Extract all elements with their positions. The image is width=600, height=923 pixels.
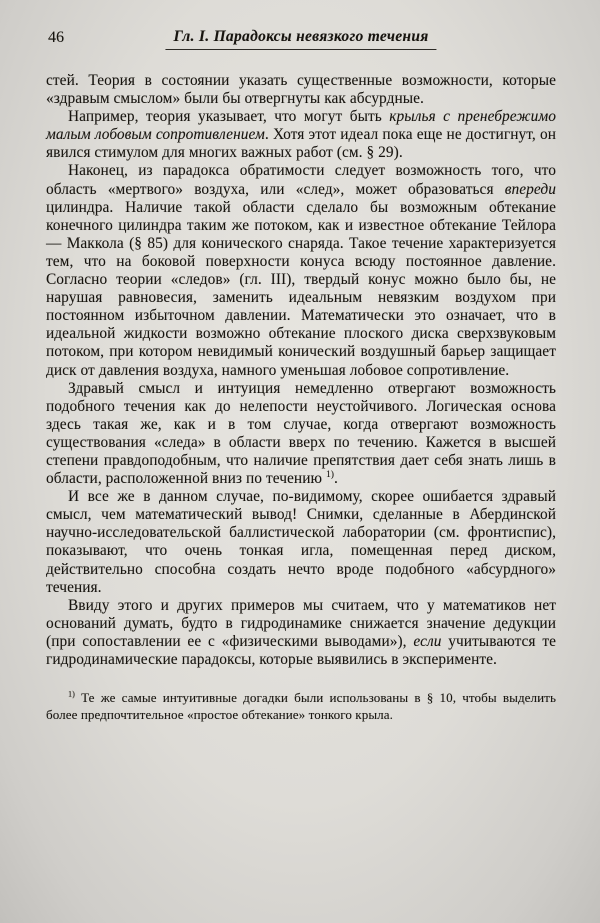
page-header bbox=[46, 28, 556, 54]
paragraph-text: учитываются те гидродинамические парадоксы, которые выявились в эксперименте. bbox=[46, 632, 556, 668]
paragraph bbox=[46, 162, 556, 379]
page-body bbox=[46, 72, 556, 669]
paragraph-text: И все же в данном случае, по-видимому, скорее ошибается здравый смысл, чем математический вывод! Снимки, сделанные в Абердинской научно-исследовательской баллистической лаборатории (см. фронтиспис), показывают, что очень тонкая игла, помещенная перед диском, действительно способна создать нечто вроде подобного «абсурдного» течения. bbox=[46, 488, 556, 596]
page-number: 46 bbox=[48, 29, 64, 46]
footnote-text: Те же самые интуитивные догадки были использованы в § 10, чтобы выделить более предпочтительное «простое обтекание» тонкого крыла. bbox=[46, 690, 556, 722]
running-title: Гл. I. Парадоксы невязкого течения bbox=[165, 28, 436, 50]
paragraph-text: Здравый смысл и интуиция немедленно отвергают возможность подобного течения как до нелепости неустойчивого. Логическая основа здесь такая же, как и в том случае, когда отвергают возможность существования «следа» в области вверх по течению. Кажется в высшей степени правдоподобным, что наличие препятствия дает себя знать лишь в области, расположенной вниз по течению bbox=[46, 379, 556, 488]
paragraph-text: . bbox=[334, 470, 338, 488]
paragraph-text: . Хотя этот идеал пока еще не достигнут, он явился стимулом для многих важных работ (см. § 29). bbox=[46, 126, 556, 162]
paragraph-text: стей. Теория в состоянии указать существенные возможности, которые «здравым смыслом» были бы отвергнуты как абсурдные. bbox=[46, 72, 556, 108]
paragraph-text: Ввиду этого и других примеров мы считаем, что у математиков нет оснований думать, будто в гидродинамике снижается значение дедукции (при сопоставлении ее с «физическими выводами»), bbox=[46, 596, 556, 650]
paragraph bbox=[46, 597, 556, 669]
paragraph bbox=[46, 488, 556, 597]
footnote-marker: 1) bbox=[68, 689, 75, 699]
footnote bbox=[46, 690, 556, 723]
paragraph bbox=[46, 108, 556, 162]
paragraph-text: цилиндра. Наличие такой области сделало бы возможным обтекание конечного цилиндра таким же потоком, как и известное обтекание Тейлора — Маккола (§ 85) для конического снаряда. Такое течение характеризуется тем, что на боковой поверхности конуса всюду постоянное давление. Согласно теории «следов» (гл. III), твердый конус можно было бы, не нарушая равновесия, заменить идеальным невязким воздухом при постоянном избыточном давлении. Математически это означает, что в идеальной жидкости возможно обтекание плоского диска сверхзвуковым потоком, при котором невидимый конический воздушный барьер защищает диск от давления воздуха, намного уменьшая лобовое сопротивление. bbox=[46, 198, 556, 379]
paragraph bbox=[46, 72, 556, 108]
paragraph bbox=[46, 380, 556, 489]
italic-text: если bbox=[413, 632, 442, 650]
italic-text: крылья с пренебрежимо малым лобовым сопротивлением bbox=[46, 108, 556, 144]
footnote-ref: 1) bbox=[325, 469, 335, 480]
italic-text: впереди bbox=[504, 180, 556, 198]
paragraph-text: Наконец, из парадокса обратимости следует возможность того, что область «мертвого» воздуха, или «след», может образоваться bbox=[46, 162, 556, 198]
paragraph-text: Например, теория указывает, что могут быть bbox=[68, 108, 390, 126]
